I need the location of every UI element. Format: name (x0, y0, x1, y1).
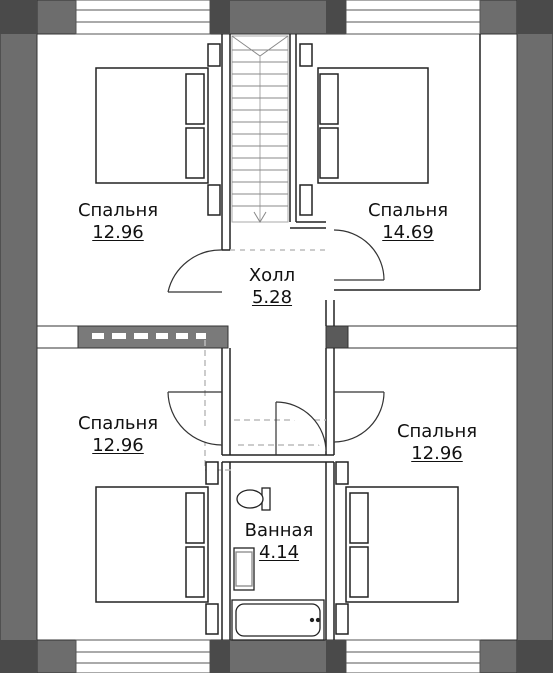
room-label-bathroom (245, 520, 314, 564)
bathtub (232, 600, 324, 640)
room-name: Ванная (244, 520, 314, 541)
wall-right (517, 0, 553, 673)
room-label-bedroom-top-left (78, 200, 158, 244)
toilet (237, 488, 270, 510)
bed-bottom-left (96, 462, 218, 634)
room-name: Спальня (367, 200, 449, 221)
room-area: 14.69 (382, 222, 434, 243)
corner-block (0, 640, 37, 673)
room-area: 12.96 (92, 222, 144, 243)
wall-left (0, 0, 37, 673)
window-bottom-left (76, 640, 210, 673)
room-label-bedroom-bottom-right (397, 421, 477, 465)
room-label-bedroom-top-right (368, 200, 448, 244)
window-top-right (346, 0, 480, 34)
room-area: 12.96 (411, 443, 463, 464)
room-area: 4.14 (258, 542, 300, 563)
wall-stub (326, 0, 346, 34)
room-area: 12.96 (92, 435, 144, 456)
corner-block (517, 640, 553, 673)
window-bottom-right (346, 640, 480, 673)
room-label-bedroom-bottom-left (78, 413, 158, 457)
wall-stub (210, 640, 230, 673)
room-name: Спальня (77, 413, 159, 434)
middle-wall (37, 326, 517, 348)
room-name: Спальня (396, 421, 478, 442)
door-left-top (168, 250, 222, 292)
bed-top-left (96, 44, 220, 215)
corner-block (517, 0, 553, 34)
door-left-bottom (168, 392, 222, 445)
wall-stub (326, 640, 346, 673)
room-label-hall (249, 265, 295, 309)
door-bath (276, 402, 326, 455)
bed-top-right (300, 44, 428, 215)
bathroom-fixtures (232, 488, 324, 640)
stairs (232, 36, 288, 222)
corner-block (0, 0, 37, 34)
window-top-left (76, 0, 210, 34)
door-right-bottom (334, 392, 384, 442)
room-area: 5.28 (251, 287, 293, 308)
room-name: Холл (248, 265, 296, 286)
room-name: Спальня (77, 200, 159, 221)
wall-stub (210, 0, 230, 34)
bed-bottom-right (336, 462, 458, 634)
